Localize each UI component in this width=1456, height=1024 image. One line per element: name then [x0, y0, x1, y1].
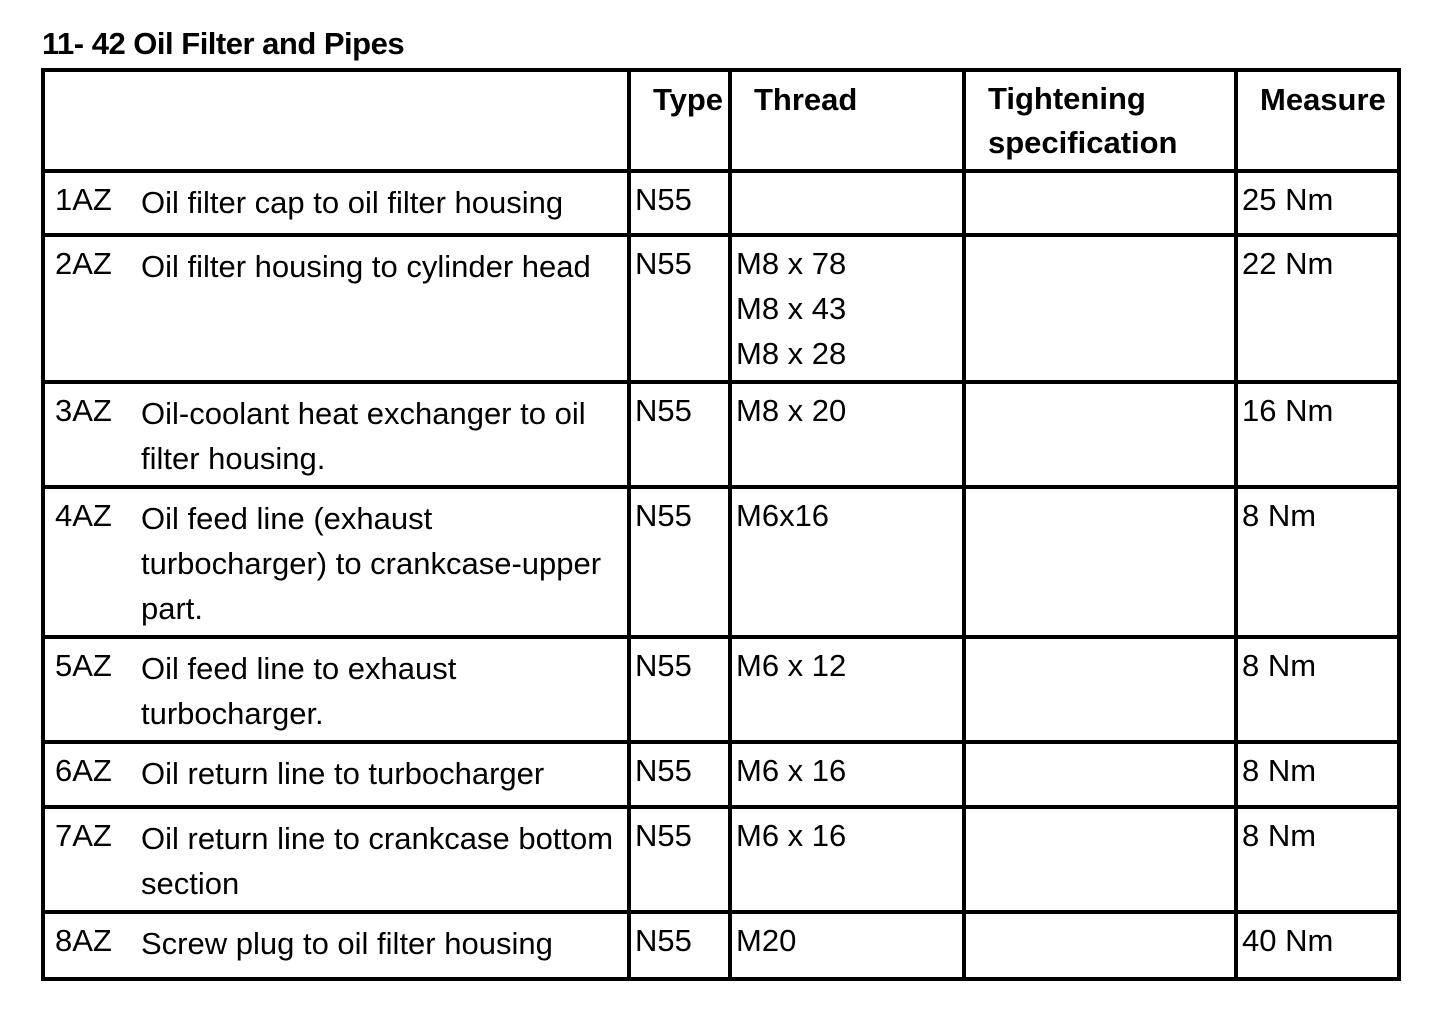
- measure-cell: 8 Nm: [1236, 742, 1399, 807]
- item-id: 4AZ: [55, 498, 112, 533]
- table-row: [43, 235, 1399, 382]
- item-id: 2AZ: [55, 246, 112, 281]
- header-type: Type: [629, 70, 730, 171]
- item-description: Oil filter housing to cylinder head: [141, 249, 591, 284]
- thread-value: M8 x 43: [736, 291, 847, 326]
- thread-cell: [730, 637, 964, 742]
- page-title: 11- 42 Oil Filter and Pipes: [42, 26, 405, 61]
- table-row: [43, 807, 1399, 912]
- item-description: Oil return line to turbocharger: [141, 756, 545, 791]
- item-description: Oil filter cap to oil filter housing: [141, 185, 564, 220]
- type-cell: N55: [629, 742, 730, 807]
- item-id: 5AZ: [55, 648, 112, 683]
- table-row: [43, 912, 1399, 979]
- type-cell: N55: [629, 912, 730, 979]
- thread-value: M8 x 28: [736, 336, 847, 371]
- item-description: Oil return line to crankcase bottom section: [141, 821, 614, 901]
- measure-cell: 8 Nm: [1236, 487, 1399, 637]
- thread-cell: [730, 912, 964, 979]
- table-row: [43, 742, 1399, 807]
- measure-cell: 25 Nm: [1236, 171, 1399, 235]
- type-cell: N55: [629, 382, 730, 487]
- description-cell: [43, 637, 629, 742]
- description-cell: [43, 487, 629, 637]
- description-cell: [43, 912, 629, 979]
- description-cell: [43, 382, 629, 487]
- table-row: [43, 382, 1399, 487]
- thread-value: M8 x 20: [736, 393, 847, 428]
- thread-value: M6 x 16: [736, 753, 847, 788]
- header-description: [43, 70, 629, 171]
- description-cell: [43, 742, 629, 807]
- tightening-cell: [964, 742, 1236, 807]
- tightening-cell: [964, 171, 1236, 235]
- thread-cell: [730, 742, 964, 807]
- type-cell: N55: [629, 235, 730, 382]
- measure-cell: 8 Nm: [1236, 807, 1399, 912]
- type-cell: N55: [629, 807, 730, 912]
- thread-cell: [730, 807, 964, 912]
- torque-spec-table: [41, 68, 1401, 981]
- measure-cell: 22 Nm: [1236, 235, 1399, 382]
- tightening-cell: [964, 912, 1236, 979]
- item-description: Oil feed line to exhaust turbocharger.: [141, 651, 457, 731]
- description-cell: [43, 171, 629, 235]
- thread-value: M6x16: [736, 498, 830, 533]
- tightening-cell: [964, 637, 1236, 742]
- thread-cell: [730, 382, 964, 487]
- type-cell: N55: [629, 637, 730, 742]
- table-row: [43, 637, 1399, 742]
- measure-cell: 40 Nm: [1236, 912, 1399, 979]
- item-description: Screw plug to oil filter housing: [141, 926, 553, 961]
- item-description: Oil-coolant heat exchanger to oil filter housing.: [141, 396, 586, 476]
- thread-value: M6 x 12: [736, 648, 847, 683]
- item-id: 6AZ: [55, 753, 112, 788]
- tightening-cell: [964, 382, 1236, 487]
- tightening-cell: [964, 807, 1236, 912]
- item-id: 1AZ: [55, 182, 112, 217]
- thread-cell: [730, 487, 964, 637]
- item-id: 8AZ: [55, 923, 112, 958]
- item-description: Oil feed line (exhaust turbocharger) to crankcase-upper part.: [141, 501, 602, 626]
- tightening-cell: [964, 235, 1236, 382]
- thread-cell: [730, 235, 964, 382]
- thread-cell: [730, 171, 964, 235]
- header-tightening-specification: Tightening specification: [964, 70, 1236, 171]
- header-thread: Thread: [730, 70, 964, 171]
- type-cell: N55: [629, 171, 730, 235]
- description-cell: [43, 235, 629, 382]
- table-row: [43, 171, 1399, 235]
- thread-value: M6 x 16: [736, 818, 847, 853]
- type-cell: N55: [629, 487, 730, 637]
- measure-cell: 8 Nm: [1236, 637, 1399, 742]
- table-row: [43, 487, 1399, 637]
- measure-cell: 16 Nm: [1236, 382, 1399, 487]
- thread-value: M8 x 78: [736, 246, 847, 281]
- thread-value: M20: [736, 923, 797, 958]
- description-cell: [43, 807, 629, 912]
- tightening-cell: [964, 487, 1236, 637]
- header-measure: Measure: [1236, 70, 1399, 171]
- item-id: 7AZ: [55, 818, 112, 853]
- item-id: 3AZ: [55, 393, 112, 428]
- table-header-row: [43, 70, 1399, 171]
